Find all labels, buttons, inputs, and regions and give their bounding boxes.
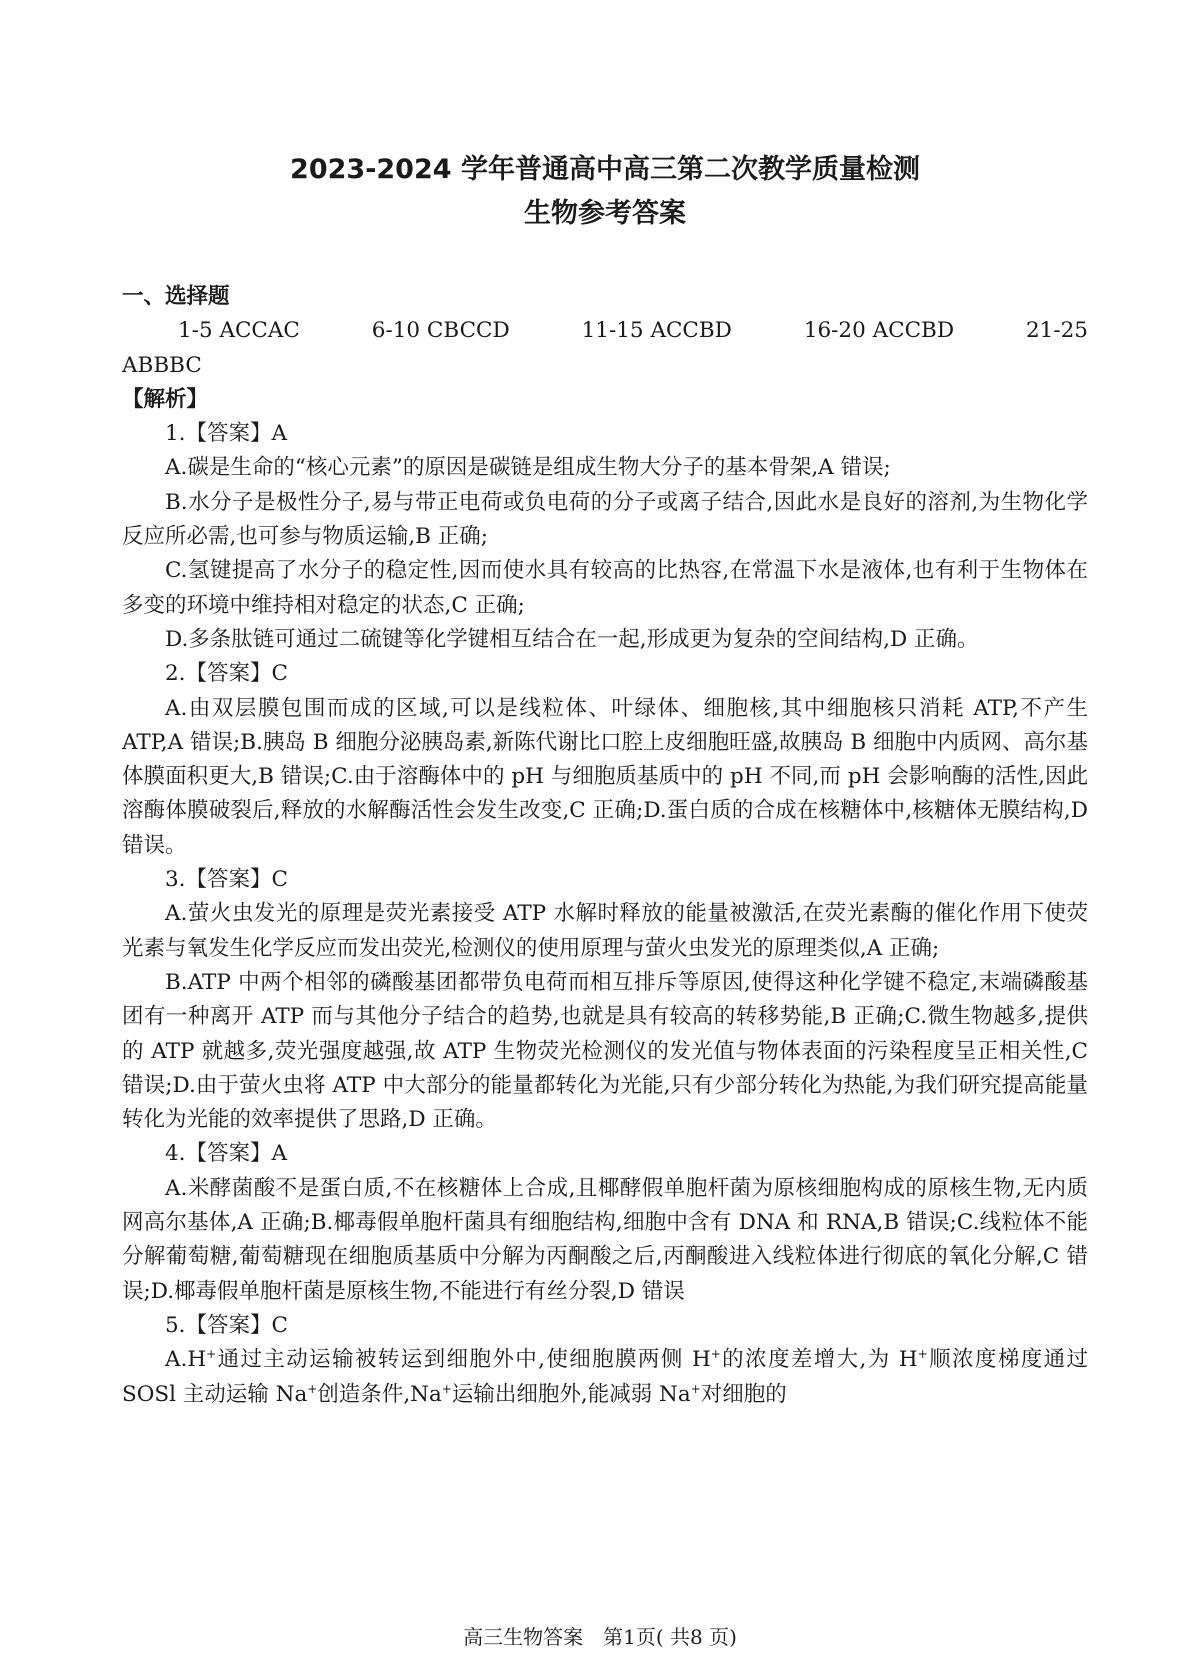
- superscript-plus: +: [307, 1381, 318, 1396]
- q1-option-c: C.氢键提高了水分子的稳定性,因而使水具有较高的比热容,在常温下水是液体,也有利于生物体在多变的环境中维持相对稳定的状态,C 正确;: [122, 558, 1088, 618]
- title-block: [122, 148, 1088, 236]
- q1-option-d: D.多条肽链可通过二硫键等化学键相互结合在一起,形成更为复杂的空间结构,D 正确。: [165, 626, 979, 652]
- page-footer: 高三生物答案 第1页( 共8 页): [463, 1625, 737, 1649]
- q3-answer-label: 3.【答案】C: [165, 867, 288, 893]
- section-heading-choice: 一、选择题: [122, 284, 230, 309]
- superscript-plus: +: [441, 1381, 452, 1396]
- answer-group: 21-25: [1026, 318, 1088, 344]
- answer-key-row: [122, 314, 1088, 348]
- q2-answer-label: 2.【答案】C: [165, 661, 288, 687]
- answer-group: 1-5 ACCAC: [178, 318, 300, 344]
- q4-answer-label: 4.【答案】A: [165, 1141, 288, 1167]
- answer-group: 16-20 ACCBD: [803, 318, 955, 344]
- answer-group: 11-15 ACCBD: [581, 318, 732, 344]
- q1-option-a: A.碳是生命的“核心元素”的原因是碳链是组成生物大分子的基本骨架,A 错误;: [165, 455, 891, 481]
- document-title: 2023-2024 学年普通高中高三第二次教学质量检测: [290, 154, 920, 185]
- superscript-plus: +: [917, 1347, 928, 1362]
- content: [122, 280, 1088, 1412]
- analysis-heading: 【解析】: [122, 386, 209, 412]
- q5-text: 运输出细胞外,能减弱 Na: [451, 1381, 691, 1407]
- q3-option-a: A.萤火虫发光的原理是荧光素接受 ATP 水解时释放的能量被激活,在荧光素酶的催化作用下使荧光素与氧发生化学反应而发出荧光,检测仪的使用原理与萤火虫发光的原理类似,A 正确;: [122, 901, 1088, 961]
- q5-answer-label: 5.【答案】C: [165, 1312, 288, 1338]
- document-subtitle: 生物参考答案: [524, 198, 686, 229]
- answer-group: 6-10 CBCCD: [371, 318, 510, 344]
- q2-explanation: A.由双层膜包围而成的区域,可以是线粒体、叶绿体、细胞核,其中细胞核只消耗 ATP,不产生 ATP,A 错误;B.胰岛 B 细胞分泌胰岛素,新陈代谢比口腔上皮细胞旺盛,故胰岛 B 细胞中内质网、高尔基体膜面积更大,B 错误;C.由于溶酶体中的 pH 与细胞质基质中的 pH 不同,而 pH 会影响酶的活性,因此溶酶体膜破裂后,释放的水解酶活性会发生改变,C 正确;D.蛋白质的合成在核糖体中,核糖体无膜结构,D 错误。: [122, 695, 1088, 858]
- q5-text: A.H: [165, 1347, 207, 1373]
- superscript-plus: +: [206, 1347, 217, 1362]
- q1-option-b: B.水分子是极性分子,易与带正电荷或负电荷的分子或离子结合,因此水是良好的溶剂,为生物化学反应所必需,也可参与物质运输,B 正确;: [122, 489, 1088, 550]
- q5-explanation: [122, 1343, 1088, 1412]
- answer-key-overflow: ABBBC: [122, 352, 202, 378]
- q4-explanation: A.米酵菌酸不是蛋白质,不在核糖体上合成,且椰酵假单胞杆菌为原核细胞构成的原核生物,无内质网高尔基体,A 正确;B.椰毒假单胞杆菌具有细胞结构,细胞中含有 DNA 和 RNA,B 错误;C.线粒体不能分解葡萄糖,葡萄糖现在细胞质基质中分解为丙酮酸之后,丙酮酸进入线粒体进行彻底的氧化分解,C 错误;D.椰毒假单胞杆菌是原核生物,不能进行有丝分裂,D 错误: [122, 1175, 1088, 1304]
- q5-text: 对细胞的: [700, 1381, 787, 1407]
- q5-text: 顺浓度梯度通过 SOSl 主动运输 Na: [122, 1347, 1089, 1407]
- q3-option-bcd: B.ATP 中两个相邻的磷酸基团都带负电荷而相互排斥等原因,使得这种化学键不稳定,末端磷酸基团有一种离开 ATP 而与其他分子结合的趋势,也就是具有较高的转移势能,B 正确;C.微生物越多,提供的 ATP 就越多,荧光强度越强,故 ATP 生物荧光检测仪的发光值与物体表面的污染程度呈正相关性,C 错误;D.由于萤火虫将 ATP 中大部分的能量都转化为光能,只有少部分转化为热能,为我们研究提高能量转化为光能的效率提供了思路,D 正确。: [122, 969, 1088, 1133]
- q5-text: 的浓度差增大,为 H: [720, 1347, 918, 1373]
- q1-answer-label: 1.【答案】A: [165, 421, 288, 447]
- q5-text: 创造条件,Na: [317, 1381, 442, 1407]
- q5-text: 通过主动运输被转运到细胞外中,使细胞膜两侧 H: [216, 1347, 711, 1373]
- superscript-plus: +: [710, 1347, 721, 1362]
- superscript-plus: +: [690, 1381, 701, 1396]
